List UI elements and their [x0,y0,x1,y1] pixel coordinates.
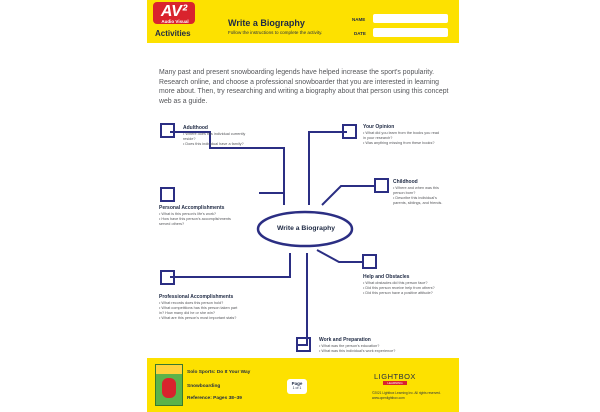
book-cover-banner [156,365,182,374]
page-title: Write a Biography [228,18,305,28]
list-item: • Does this individual have a family? [183,142,253,147]
activities-label: Activities [155,29,191,38]
connector-professional [170,253,290,277]
help-list [363,281,451,296]
list-item: • What competitions has this person taken part in? How many did he or she win? [159,306,239,316]
childhood-title: Childhood [393,179,418,185]
list-item: • Where and when was this person born? [393,186,449,196]
list-item: • Where does this individual currently reside? [183,132,253,142]
date-label: DATE [354,31,366,36]
list-item: • How have this person's accomplishments served others? [159,217,237,227]
list-item: • What did you learn from the books you read in your research? [363,131,443,141]
list-item: • Was anything missing from these books? [363,141,443,146]
worksheet-footer [147,358,459,412]
list-item: • What was the person's education? [319,344,429,349]
childhood-list [393,186,449,206]
logo-text: AV² [160,3,188,20]
connector-opinion [309,132,347,205]
list-item: • What are this person's most important stats? [159,316,239,321]
book-subtitle: Snowboarding [187,384,221,389]
brand-tagline: LEARNING [383,381,407,385]
copyright-block [372,391,441,400]
connector-help [317,250,363,262]
brand-logo: LIGHTBOX [374,372,416,381]
list-item: • What is this person's life's work? [159,212,237,217]
logo-subtext: Audio Visual [161,19,189,24]
professional-title: Professional Accomplishments [159,294,234,300]
page-subtitle: Follow the instructions to complete the activity. [228,30,323,35]
reference-pages: Reference: Pages 38–39 [187,396,242,401]
help-title: Help and Obstacles [363,274,410,280]
work-list [319,344,429,354]
professional-list [159,301,239,321]
accomplishments-list [159,212,237,227]
page-number: 1 of 1 [292,386,302,390]
list-item: • Did this person receive help from others? [363,286,451,291]
name-label: NAME [352,17,366,22]
checkbox-adulthood[interactable] [161,124,174,137]
list-item: • What was this individual's work experience? [319,349,429,354]
checkbox-childhood[interactable] [375,179,388,192]
accomplishments-title: Personal Accomplishments [159,205,225,211]
copyright-text: ©2021 Lightbox Learning Inc. All rights reserved. [372,391,441,395]
book-title: Solo Sports: Do It Your Way [187,370,251,375]
list-item: • What obstacles did this person face? [363,281,451,286]
checkbox-accomplishments[interactable] [161,188,174,201]
opinion-list [363,131,443,146]
list-item: • Did this person have a positive attitude? [363,291,451,296]
worksheet-page [147,0,459,412]
connector-work [297,253,307,345]
page-indicator [287,379,307,394]
center-title: Write a Biography [277,225,336,232]
intro-paragraph: Many past and present snowboarding legends have helped increase the sport's popularity. Research online, and choose a professional snowboarder that you are interested in learning more about. Then, try researching and writing a biography about that person using this concept web as a guide. [159,69,449,105]
checkbox-help[interactable] [363,255,376,268]
website-link[interactable]: www.openlightbox.com [372,395,405,400]
page-label: Page [291,381,303,386]
adulthood-title: Adulthood [183,125,208,131]
opinion-title: Your Opinion [363,124,395,130]
list-item: • Describe this individual's parents, siblings, and friends. [393,196,449,206]
work-title: Work and Preparation [319,337,371,343]
adulthood-list [183,132,253,147]
book-cover-figure [162,378,176,398]
book-cover-image [155,364,183,406]
list-item: • What records does this person hold? [159,301,239,306]
connector-childhood [322,186,375,205]
